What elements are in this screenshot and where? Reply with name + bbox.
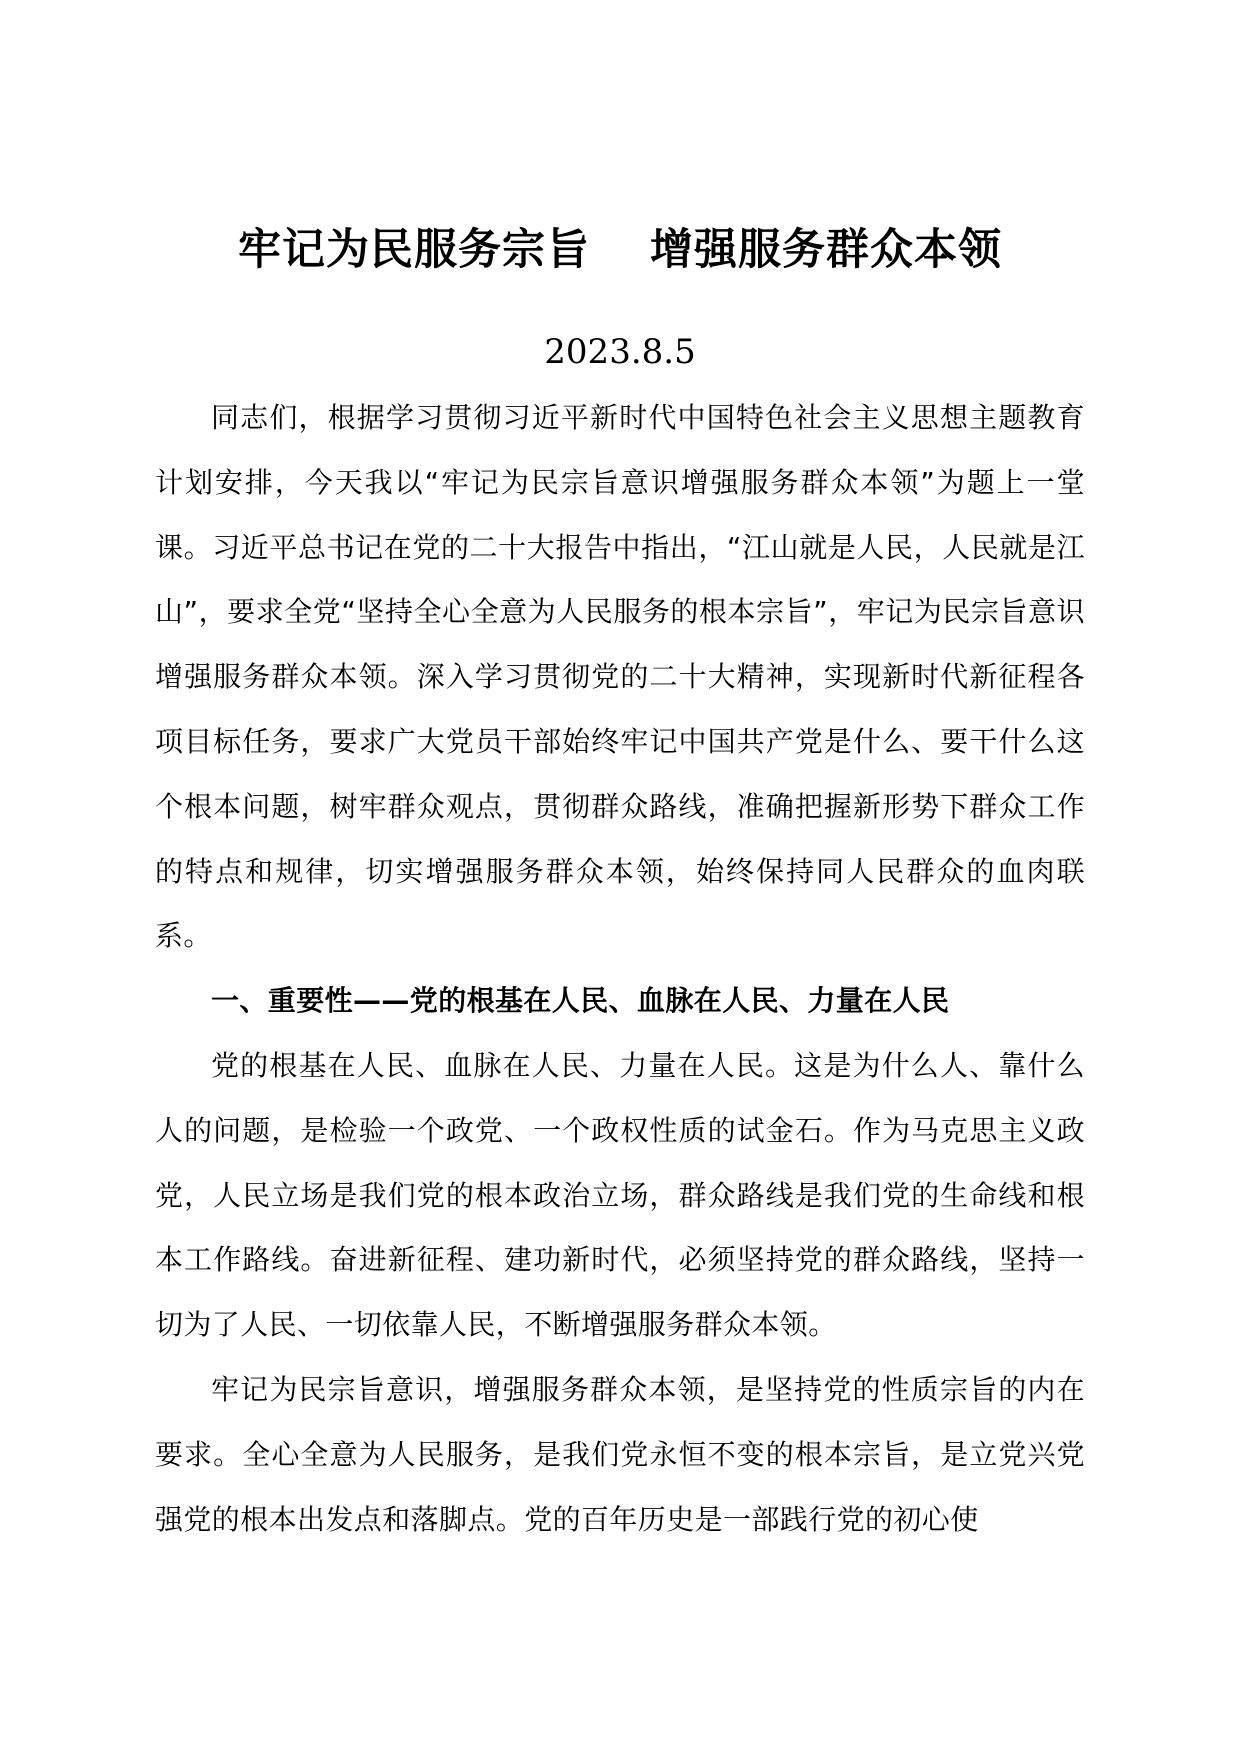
document-body [155,386,1085,1552]
section-1-paragraph: 党的根基在人民、血脉在人民、力量在人民。这是为什么人、靠什么人的问题，是检验一个政党、一个政权性质的试金石。作为马克思主义政党，人民立场是我们党的根本政治立场，群众路线是我们党的生命线和根本工作路线。奋进新征程、建功新时代，必须坚持党的群众路线，坚持一切为了人民、一切依靠人民，不断增强服务群众本领。 [155,1048,1085,1342]
document-date: 2023.8.5 [544,332,696,372]
page-title: 牢记为民服务宗旨 增强服务群众本领 [238,225,1002,275]
section-heading-1: 一、重要性——党的根基在人民、血脉在人民、力量在人民 [211,984,950,1018]
intro-paragraph: 同志们，根据学习贯彻习近平新时代中国特色社会主义思想主题教育计划安排，今天我以“牢记为民宗旨意识增强服务群众本领”为题上一堂课。习近平总书记在党的二十大报告中指出，“江山就是人民，人民就是江山”，要求全党“坚持全心全意为人民服务的根本宗旨”，牢记为民宗旨意识增强服务群众本领。深入学习贯彻党的二十大精神，实现新时代新征程各项目标任务，要求广大党员干部始终牢记中国共产党是什么、要干什么这个根本问题，树牢群众观点，贯彻群众路线，准确把握新形势下群众工作的特点和规律，切实增强服务群众本领，始终保持同人民群众的血肉联系。 [155,401,1085,953]
section-1-paragraph: 牢记为民宗旨意识，增强服务群众本领，是坚持党的性质宗旨的内在要求。全心全意为人民服务，是我们党永恒不变的根本宗旨，是立党兴党强党的根本出发点和落脚点。党的百年历史是一部践行党的初心使 [155,1372,1085,1536]
